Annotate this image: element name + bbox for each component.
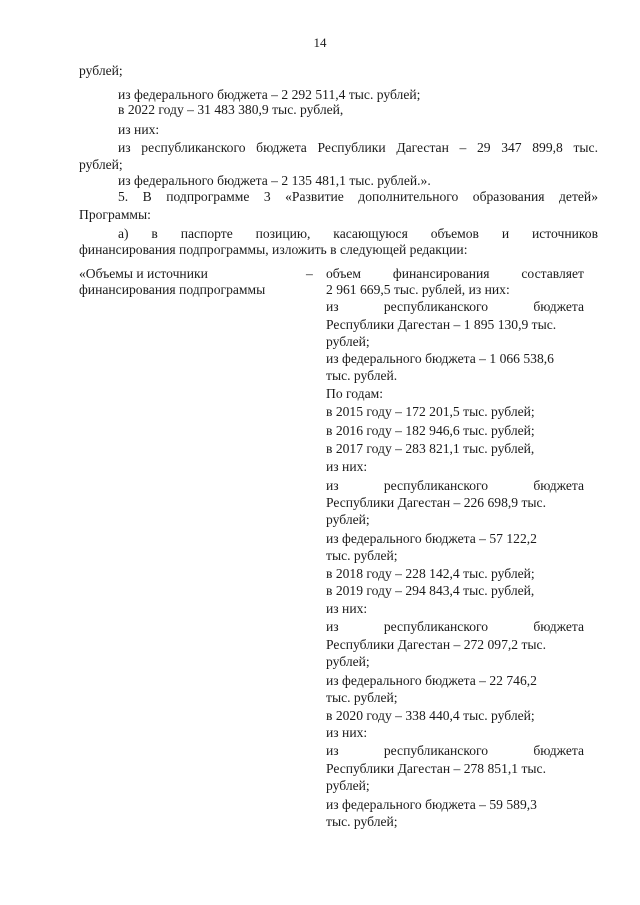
right-col-line: рублей;	[326, 654, 370, 669]
right-col-line: в 2015 году – 172 201,5 тыс. рублей;	[326, 404, 535, 419]
separator-dash: –	[306, 266, 313, 281]
left-col-line-1: «Объемы и источники	[79, 266, 208, 281]
right-col-line: из федерального бюджета – 22 746,2	[326, 673, 537, 688]
intro-line-7: из федерального бюджета – 2 135 481,1 тыс. рублей.».	[118, 173, 431, 188]
right-col-line: из федерального бюджета – 57 122,2	[326, 531, 537, 546]
right-col-line: из них:	[326, 459, 368, 474]
right-col-line: в 2016 году – 182 946,6 тыс. рублей;	[326, 423, 535, 438]
right-col-line: рублей;	[326, 778, 370, 793]
intro-line-3: в 2022 году – 31 483 380,9 тыс. рублей,	[118, 102, 344, 117]
right-col-line: рублей;	[326, 334, 370, 349]
right-col-line: из республиканского бюджета	[326, 478, 584, 493]
intro-line-2: из федерального бюджета – 2 292 511,4 тыс. рублей;	[118, 87, 421, 102]
right-col-line: тыс. рублей;	[326, 690, 398, 705]
right-col-line: в 2019 году – 294 843,4 тыс. рублей,	[326, 583, 535, 598]
right-col-line: из федерального бюджета – 1 066 538,6	[326, 351, 554, 366]
right-col-line: Республики Дагестан – 278 851,1 тыс.	[326, 761, 546, 776]
right-col-line: Республики Дагестан – 1 895 130,9 тыс.	[326, 317, 557, 332]
right-col-line: в 2017 году – 283 821,1 тыс. рублей,	[326, 441, 535, 456]
right-col-line: Республики Дагестан – 272 097,2 тыс.	[326, 637, 546, 652]
intro-line-9: Программы:	[79, 207, 151, 222]
right-col-line: в 2018 году – 228 142,4 тыс. рублей;	[326, 566, 535, 581]
right-col-line: По годам:	[326, 386, 383, 401]
right-col-line: 2 961 669,5 тыс. рублей, из них:	[326, 282, 510, 297]
right-col-line: из них:	[326, 601, 368, 616]
intro-line-8: 5. В подпрограмме 3 «Развитие дополнительного образования детей»	[118, 189, 598, 204]
right-col-line: из них:	[326, 725, 368, 740]
right-col-line: тыс. рублей.	[326, 368, 398, 383]
intro-line-11: финансирования подпрограммы, изложить в следующей редакции:	[79, 242, 468, 257]
right-col-line: в 2020 году – 338 440,4 тыс. рублей;	[326, 708, 535, 723]
right-col-line: Республики Дагестан – 226 698,9 тыс.	[326, 495, 546, 510]
left-col-line-2: финансирования подпрограммы	[79, 282, 266, 297]
intro-line-10: а) в паспорте позицию, касающуюся объемов и источников	[118, 226, 598, 241]
intro-line-1: рублей;	[79, 63, 123, 78]
right-col-line: объем финансирования составляет	[326, 266, 584, 281]
intro-line-6: рублей;	[79, 157, 123, 172]
intro-line-4: из них:	[118, 122, 160, 137]
right-col-line: рублей;	[326, 512, 370, 527]
right-col-line: из республиканского бюджета	[326, 619, 584, 634]
intro-line-5: из республиканского бюджета Республики Дагестан – 29 347 899,8 тыс.	[118, 140, 598, 155]
right-col-line: из федерального бюджета – 59 589,3	[326, 797, 537, 812]
right-col-line: тыс. рублей;	[326, 814, 398, 829]
right-col-line: тыс. рублей;	[326, 548, 398, 563]
right-col-line: из республиканского бюджета	[326, 299, 584, 314]
right-col-line: из республиканского бюджета	[326, 743, 584, 758]
page-number: 14	[313, 35, 327, 50]
